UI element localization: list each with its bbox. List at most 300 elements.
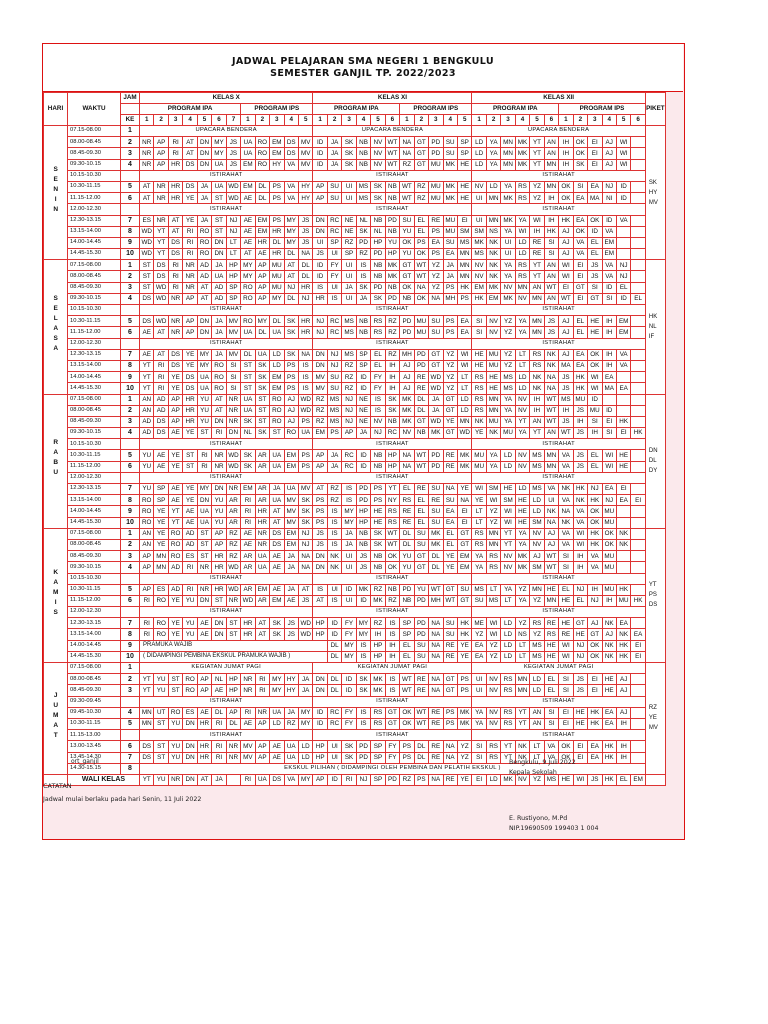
subject-cell: AE [168,428,182,439]
subject-cell: RI [183,237,197,248]
subject-cell: AT [168,226,182,237]
subject-cell: WT [414,718,428,729]
subject-cell: ID [313,718,327,729]
subject-cell: MS [472,249,486,260]
subject-cell: RS [501,718,515,729]
subject-cell: NR [212,461,226,472]
subject-cell: RO [168,539,182,550]
subject-cell: DN [313,685,327,696]
subject-cell: HR [241,618,255,629]
subject-cell: RZ [342,383,356,394]
subject-cell: EA [443,517,457,528]
subject-cell: YU [400,249,414,260]
jam-cell: 3 [121,416,140,427]
subject-cell: NK [602,618,616,629]
subject-cell: NV [486,707,500,718]
subject-cell: HY [298,193,312,204]
subject-cell: EI [602,416,616,427]
subject-cell: LD [270,349,284,360]
subject-cell: AD [183,528,197,539]
subject-cell: EI [573,752,587,763]
subject-cell: MN [501,148,515,159]
piket-cell [645,394,665,528]
wali-cell: HK [602,774,616,785]
subject-cell: AJ [400,383,414,394]
subject-cell: EM [270,148,284,159]
piket-initials: DS [648,602,658,609]
jam-cell [121,573,140,584]
subject-cell: SI [472,327,486,338]
subject-cell: NR [226,416,240,427]
signer-role: Kepala Sekolah [509,769,557,776]
subject-cell: PD [356,752,370,763]
subject-cell: NJ [602,495,616,506]
jam-cell: 4 [121,562,140,573]
subject-cell: LD [270,718,284,729]
subject-cell: NJ [371,428,385,439]
subject-cell: LD [501,450,515,461]
subject-cell: MK [443,159,457,170]
subject-cell: NR [226,595,240,606]
subject-cell: HE [616,450,630,461]
subject-cell: NB [385,181,399,192]
subject-cell: MY [356,629,370,640]
subject-cell: RS [400,495,414,506]
subject-cell: SI [559,562,573,573]
subject-cell: ST [154,741,168,752]
subject-cell: ID [356,595,370,606]
subject-cell: EI [573,293,587,304]
subject-cell: YA [515,327,529,338]
subject-cell: IS [327,506,341,517]
subject-cell: SI [226,372,240,383]
subject-cell: DN [313,674,327,685]
time-cell: 08.00-08.45 [68,137,121,148]
subject-cell: NA [443,752,457,763]
subject-cell: AT [154,349,168,360]
subject-cell: YE [472,495,486,506]
subject-cell: RI [154,372,168,383]
subject-cell: AT [212,405,226,416]
subject-cell: YZ [443,383,457,394]
subject-cell: DS [154,416,168,427]
table-row [44,416,666,427]
subject-cell: IH [602,360,616,371]
subject-cell: LD [501,629,515,640]
subject-cell: JA [342,282,356,293]
subject-cell: NA [298,551,312,562]
subject-cell: FY [342,707,356,718]
subject-cell: IH [385,651,399,662]
jam-cell: 5 [121,316,140,327]
subject-cell: SK [356,685,370,696]
subject-cell: RI [241,495,255,506]
subject-cell: YE [472,428,486,439]
subject-cell: YE [154,506,168,517]
subject-cell: PD [385,215,399,226]
subject-cell: LT [501,595,515,606]
subject-cell: WD [140,249,154,260]
jam-cell: 9 [121,237,140,248]
header-class-number: 5 [457,115,471,126]
subject-cell: ST [226,629,240,640]
subject-cell: HE [544,651,558,662]
subject-cell: AE [241,718,255,729]
subject-cell: GT [443,405,457,416]
subject-cell: NR [226,405,240,416]
subject-cell [616,249,630,260]
subject-cell: AJ [559,226,573,237]
subject-cell: MA [588,193,602,204]
subject-cell: YZ [443,372,457,383]
table-row [44,383,666,394]
subject-cell: AN [544,260,558,271]
time-cell: 14.00-14.45 [68,506,121,517]
piket-initials: SK [648,179,657,186]
subject-cell: HE [457,181,471,192]
subject-cell: MU [429,181,443,192]
header-class-number: 2 [486,115,500,126]
subject-cell: SI [472,316,486,327]
subject-cell: SK [255,383,269,394]
subject-cell: EL [443,528,457,539]
subject-cell: HR [255,506,269,517]
subject-cell: AP [140,562,154,573]
subject-cell: SU [414,640,428,651]
subject-cell: NA [400,450,414,461]
subject-cell: YA [515,316,529,327]
header-class-number: 4 [284,115,298,126]
subject-cell: IH [530,394,544,405]
jam-cell: 1 [121,260,140,271]
subject-cell: JS [313,528,327,539]
subject-cell: AT [212,394,226,405]
subject-cell: AJ [602,159,616,170]
subject-cell: HK [616,640,630,651]
subject-cell: PS [270,193,284,204]
subject-cell: RO [270,405,284,416]
subject-cell: HE [559,618,573,629]
subject-cell: UI [472,215,486,226]
piket-initials: DY [648,468,658,475]
subject-cell: PD [371,282,385,293]
subject-cell: YU [168,741,182,752]
subject-cell: SP [371,752,385,763]
signer-block [509,814,599,834]
subject-cell: SU [472,595,486,606]
subject-cell: RI [154,383,168,394]
subject-cell: GT [414,159,428,170]
subject-cell: MN [530,316,544,327]
subject-cell: SU [443,148,457,159]
subject-cell: AP [342,428,356,439]
subject-cell: DN [197,327,211,338]
subject-cell: YE [457,651,471,662]
subject-cell: YT [385,484,399,495]
subject-cell: OK [588,215,602,226]
subject-cell: RO [197,226,211,237]
subject-cell: NK [515,752,529,763]
subject-cell: VA [544,752,558,763]
subject-cell: EI [559,282,573,293]
subject-cell: JA [284,707,298,718]
time-cell: 13.15-14.00 [68,629,121,640]
subject-cell: UA [197,383,211,394]
subject-cell: MK [515,562,529,573]
subject-cell: AJ [616,707,630,718]
subject-cell: DL [212,707,226,718]
subject-cell: NR [241,674,255,685]
subject-cell: AT [313,595,327,606]
subject-cell: NV [472,260,486,271]
wali-cell: AP [313,774,327,785]
subject-cell: YT [154,237,168,248]
subject-cell: NE [356,394,370,405]
subject-cell: RS [371,707,385,718]
subject-cell: IS [313,584,327,595]
subject-cell: MU [486,360,500,371]
subject-cell: LT [457,383,471,394]
header-jam: JAM [121,93,140,104]
subject-cell: AP [212,528,226,539]
subject-cell: JA [342,528,356,539]
subject-cell: WI [559,640,573,651]
subject-cell: LD [486,181,500,192]
subject-cell: MK [400,416,414,427]
subject-cell: VA [588,551,602,562]
subject-cell: RO [241,282,255,293]
subject-cell: MU [588,405,602,416]
subject-cell: FY [342,618,356,629]
table-row [44,551,666,562]
table-row [44,528,666,539]
band-cell: ISTIRAHAT [313,170,472,181]
subject-cell: EA [443,249,457,260]
subject-cell: LD [515,249,529,260]
subject-cell: JS [226,148,240,159]
header-kelas-x: KELAS X [140,93,313,104]
subject-cell: SU [327,372,341,383]
subject-cell: MN [486,528,500,539]
subject-cell: RO [168,551,182,562]
subject-cell: MK [501,193,515,204]
subject-cell: DN [197,137,211,148]
subject-cell: RZ [356,249,370,260]
subject-cell [631,226,645,237]
time-cell: 09.30-10.15 [68,562,121,573]
header-class-number: 2 [255,115,269,126]
subject-cell: UI [327,584,341,595]
subject-cell: MU [501,428,515,439]
subject-cell: NB [385,584,399,595]
jam-cell: 1 [121,663,140,674]
subject-cell: VA [559,539,573,550]
subject-cell: DN [197,159,211,170]
subject-cell: DL [284,249,298,260]
subject-cell: DS [284,137,298,148]
subject-cell: PS [313,517,327,528]
header-kelas-xi: KELAS XI [313,93,472,104]
subject-cell: AT [140,193,154,204]
subject-cell: AT [140,181,154,192]
subject-cell: HE [515,517,529,528]
subject-cell: RS [385,517,399,528]
subject-cell: YZ [443,349,457,360]
subject-cell: NR [168,327,182,338]
subject-cell: HE [588,316,602,327]
subject-cell: MY [342,517,356,528]
subject-cell: NR [154,193,168,204]
subject-cell: SU [414,528,428,539]
jam-cell: 8 [121,226,140,237]
subject-cell: GT [414,148,428,159]
subject-cell: VA [559,450,573,461]
subject-cell: IH [559,159,573,170]
subject-cell: DS [284,148,298,159]
subject-cell: IS [385,674,399,685]
subject-cell: EM [255,584,269,595]
subject-cell: YU [168,752,182,763]
subject-cell: NR [226,741,240,752]
time-cell: 08.45-09.30 [68,416,121,427]
subject-cell: AN [544,293,558,304]
subject-cell: NB [356,327,370,338]
subject-cell: UI [342,181,356,192]
time-cell: 08.45-09.30 [68,685,121,696]
subject-cell: MU [486,416,500,427]
subject-cell: AJ [559,349,573,360]
subject-cell: LD [515,237,529,248]
subject-cell: NJ [327,360,341,371]
subject-cell: NA [544,517,558,528]
subject-cell [631,528,645,539]
subject-cell: EM [284,461,298,472]
time-cell: 10.15-10.30 [68,170,121,181]
subject-cell: HR [197,752,211,763]
subject-cell: NV [371,159,385,170]
subject-cell: UA [241,137,255,148]
header-class-number: 3 [588,115,602,126]
subject-cell: NK [530,383,544,394]
subject-cell: DS [168,349,182,360]
day-name: RABU [52,439,60,480]
subject-cell: NE [356,405,370,416]
header-class-number: 1 [140,115,154,126]
subject-cell: HK [616,584,630,595]
subject-cell: WD [226,181,240,192]
subject-cell: NA [429,629,443,640]
band-cell: ISTIRAHAT [140,170,313,181]
subject-cell: AJ [544,539,558,550]
subject-cell: DS [154,271,168,282]
subject-cell: IH [559,405,573,416]
subject-cell: EL [616,282,630,293]
subject-cell: WT [544,562,558,573]
subject-cell: MS [342,316,356,327]
subject-cell: RO [284,428,298,439]
subject-cell: FY [385,741,399,752]
subject-cell: YU [385,237,399,248]
subject-cell: YU [154,674,168,685]
subject-cell: AT [270,506,284,517]
subject-cell: MV [298,137,312,148]
subject-cell: HK [559,215,573,226]
header-class-number: 6 [212,115,226,126]
subject-cell: HP [385,461,399,472]
subject-cell: WT [559,293,573,304]
subject-cell: NB [371,271,385,282]
subject-cell: NJ [573,584,587,595]
subject-cell: IH [530,405,544,416]
subject-cell: SK [385,394,399,405]
subject-cell: YT [530,271,544,282]
subject-cell: IH [544,193,558,204]
subject-cell: HR [168,193,182,204]
subject-cell: RS [371,718,385,729]
catatan-text: Jadwal mulai berlaku pada hari Senin, 11 Juli 2022 [43,796,202,803]
subject-cell [631,159,645,170]
subject-cell: RO [212,383,226,394]
subject-cell: AT [255,618,269,629]
subject-cell: ST [183,461,197,472]
band-cell: ISTIRAHAT [472,439,645,450]
subject-cell: PS [270,215,284,226]
band-cell: ISTIRAHAT [472,204,645,215]
time-cell: 13.15-14.00 [68,495,121,506]
subject-cell: NB [371,562,385,573]
band-cell: KEGIATAN JUMAT PAGI [472,663,645,674]
jam-cell: 8 [121,360,140,371]
time-cell: 14.30-15.15 [68,763,121,774]
subject-cell: OK [400,237,414,248]
subject-cell [631,316,645,327]
wali-cell: MK [501,774,515,785]
jam-cell: 6 [121,461,140,472]
header-class-number: 3 [342,115,356,126]
subject-cell: PS [313,506,327,517]
subject-cell: RZ [226,539,240,550]
subject-cell: DL [255,193,269,204]
subject-cell: UA [241,405,255,416]
band-cell: KEGIATAN JUMAT PAGI [140,663,313,674]
subject-cell: JA [284,551,298,562]
subject-cell: YA [472,718,486,729]
subject-cell: AN [530,707,544,718]
header-class-number: 5 [530,115,544,126]
subject-cell: OK [385,562,399,573]
subject-cell: NR [168,293,182,304]
subject-cell: DN [212,629,226,640]
subject-cell: YZ [501,316,515,327]
subject-cell: NK [530,372,544,383]
piket-initials: RZ [648,705,657,712]
time-cell: 10.30-11.15 [68,181,121,192]
subject-cell: MY [284,226,298,237]
subject-cell: MN [515,282,529,293]
subject-cell: DN [183,718,197,729]
wali-cell: JS [588,774,602,785]
header-class-number: 4 [356,115,370,126]
subject-cell: MK [472,237,486,248]
subject-cell: EL [400,651,414,662]
jam-cell: 4 [121,428,140,439]
subject-cell: PD [414,360,428,371]
subject-cell: HP [313,752,327,763]
subject-cell: RI [154,360,168,371]
subject-cell: AP [255,293,269,304]
band-cell: ISTIRAHAT [313,204,472,215]
subject-cell: OK [602,539,616,550]
